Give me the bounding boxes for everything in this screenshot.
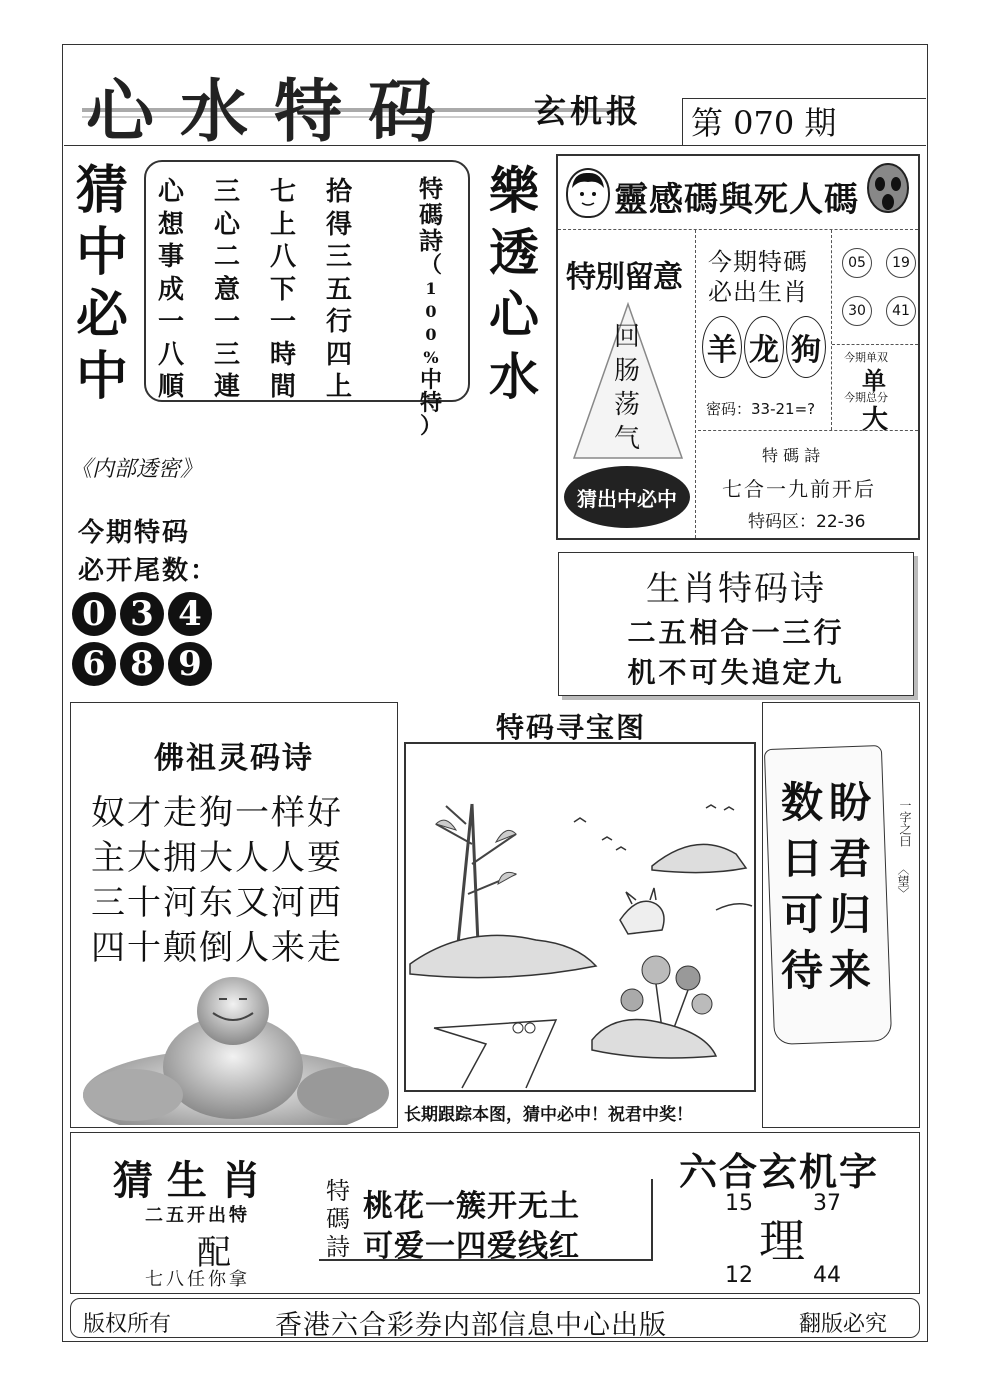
skull-icon	[864, 162, 912, 222]
poem-char: 間	[270, 372, 297, 402]
scroll-col-right	[825, 775, 875, 999]
total-label: 今期总分	[844, 391, 888, 404]
code-hint: 密码：33-21=?	[706, 400, 816, 418]
bottom-poem-box	[319, 1177, 653, 1264]
poem-char: 三	[214, 177, 241, 207]
lhc-num: 44	[813, 1263, 841, 1288]
bottom-poem-label	[321, 1177, 355, 1261]
poem-char: 五	[326, 274, 353, 305]
treasure-illustration	[406, 744, 754, 1090]
odd-even-value: 单	[862, 366, 886, 395]
bottom-poem-line2: 可爱一四爱线红	[363, 1229, 580, 1264]
buddha-poem-line: 四十颠倒人来走	[91, 928, 343, 968]
tail-ball: 8	[120, 642, 164, 686]
scroll-char: 数	[780, 778, 823, 827]
right-banner	[484, 160, 544, 408]
poem-char: 一	[214, 307, 241, 337]
poem-side-note-char: （	[419, 252, 442, 278]
hint-word: 荡	[613, 390, 640, 420]
odd-even-label: 今期单双	[844, 351, 888, 364]
buddha-poem-line: 奴才走狗一样好	[91, 793, 343, 833]
poem-column	[270, 176, 296, 404]
bottom-section	[70, 1132, 920, 1294]
number-column	[834, 230, 918, 435]
treasure-map	[404, 742, 756, 1092]
poem-column	[214, 176, 240, 404]
inside-line2: 必开尾数：	[78, 556, 219, 586]
inside-title: 《内部透密》	[70, 457, 203, 482]
hint-words	[607, 320, 647, 456]
poem-side-title-char: 特	[419, 174, 443, 203]
must-line2: 必出生肖	[708, 278, 808, 306]
special-attention: 特別留意	[566, 260, 682, 295]
poem-side-note-char: %	[423, 348, 439, 367]
poem-char: 三	[214, 339, 241, 370]
poem-char: 想	[158, 209, 185, 240]
left-banner-char: 中	[75, 346, 128, 407]
zodiac-poem-line2: 机不可失追定九	[627, 656, 845, 689]
inside-line1: 今期特码	[78, 518, 191, 548]
number-ball: 05	[842, 248, 872, 278]
must-column	[698, 230, 832, 430]
left-banner-char: 猜	[75, 160, 128, 221]
scroll-section	[762, 702, 920, 1128]
left-banner	[72, 160, 132, 408]
lhc-num: 37	[813, 1191, 841, 1216]
left-banner-char: 中	[75, 222, 128, 283]
treasure-title: 特码寻宝图	[496, 711, 647, 744]
poem-char: 二	[214, 242, 241, 272]
char-hint: 一字之曰	[898, 799, 912, 847]
poem-side	[406, 176, 456, 438]
poem-char: 時	[270, 339, 297, 370]
buddha-poem-line: 主大拥大人人要	[91, 838, 343, 878]
poem-char: 事	[158, 242, 185, 272]
buddha-section	[70, 702, 398, 1128]
total-value: 大	[862, 405, 889, 435]
right-banner-char: 樂	[489, 161, 539, 220]
char-answer: 〈望〉	[896, 863, 910, 899]
tail-ball: 3	[120, 592, 164, 636]
poem-char: 一	[158, 307, 185, 337]
poem-char: 四	[326, 339, 353, 370]
panel-poem-line: 七合一九前开后	[722, 477, 876, 501]
poem-char: 八	[270, 242, 297, 272]
buddha-poem-title: 佛祖灵码诗	[154, 741, 314, 776]
zodiac-ball: 羊	[702, 316, 742, 378]
zodiac-poem-title: 生肖特码诗	[646, 569, 826, 609]
scroll-char: 归	[828, 890, 871, 939]
poem-char: 三	[326, 242, 353, 272]
page-title: 心水特码	[86, 72, 463, 152]
scroll-char: 待	[780, 946, 823, 995]
lhc-num: 12	[725, 1263, 753, 1288]
zodiac-ball: 狗	[786, 316, 826, 378]
poem-char: 拾	[326, 177, 353, 207]
tail-ball: 9	[168, 642, 212, 686]
zodiac-row	[702, 316, 826, 378]
ghost-panel	[556, 154, 920, 540]
ghost-header	[558, 156, 918, 230]
scroll-char: 来	[828, 946, 871, 995]
footer-left: 版权所有	[83, 1312, 172, 1337]
zodiac-ball: 龙	[744, 316, 784, 378]
poem-side-note-char: 0	[425, 325, 437, 344]
guess-pei: 配	[197, 1233, 231, 1273]
footer	[70, 1298, 920, 1341]
lhc-char: 理	[759, 1214, 805, 1268]
right-banner-char: 水	[489, 347, 539, 406]
buddha-poem-lines	[91, 791, 343, 971]
scroll-char: 盼	[828, 778, 871, 827]
scroll-char: 可	[780, 890, 823, 939]
special-column	[558, 230, 696, 538]
poem-char: 心	[214, 209, 241, 240]
poem-grid-box	[144, 160, 470, 439]
poem-side-note-char: ）	[419, 413, 442, 439]
scroll-char: 日	[780, 834, 823, 883]
poem-column	[326, 176, 352, 404]
poem-char: 心	[158, 177, 185, 207]
lhc-num: 15	[725, 1191, 753, 1216]
number-ball: 30	[842, 296, 872, 326]
buddha-figure	[73, 975, 395, 1125]
header	[64, 46, 926, 152]
face-icon	[566, 168, 610, 218]
number-balls	[842, 248, 916, 326]
bottom-poem-line1: 桃花一簇开无土	[363, 1189, 580, 1224]
zodiac-poem-box	[558, 552, 914, 696]
right-banner-char: 透	[489, 223, 539, 282]
right-banner-char: 心	[489, 285, 539, 344]
poem-grid-columns	[158, 176, 352, 404]
bottom-poem-label-char: 碼	[326, 1205, 350, 1233]
poem-char: 意	[214, 274, 241, 305]
poem-column	[158, 176, 184, 404]
poem-char: 順	[158, 372, 185, 402]
tail-ball: 6	[72, 642, 116, 686]
poem-char: 成	[158, 274, 185, 305]
ghost-title: 靈感碼與死人碼	[614, 180, 859, 220]
poem-char: 上	[326, 372, 353, 402]
must-line1: 今期特碼	[708, 248, 808, 276]
poem-char: 上	[270, 209, 297, 240]
buddha-poem-line: 三十河东又河西	[91, 883, 343, 923]
panel-zone: 特码区：22-36	[748, 512, 866, 532]
scroll-char: 君	[828, 834, 871, 883]
poem-char: 連	[214, 372, 241, 402]
poem-char: 八	[158, 339, 185, 370]
tail-balls	[72, 592, 212, 686]
poem-side-title-char: 碼	[419, 200, 443, 229]
poem-side-note-char: 特	[419, 390, 442, 416]
guess-line1: 二五开出特	[145, 1205, 250, 1226]
poem-side-note-char: 0	[425, 302, 437, 321]
odd-even-box	[832, 344, 918, 435]
left-banner-char: 必	[75, 284, 128, 345]
footer-center: 香港六合彩券内部信息中心出版	[275, 1310, 667, 1341]
guess-title: 猜 生 肖	[113, 1157, 261, 1204]
treasure-caption: 长期跟踪本图，猜中必中！祝君中奖！	[404, 1105, 693, 1125]
poem-char: 一	[270, 307, 297, 337]
poem-char: 行	[326, 307, 353, 337]
poem-char: 下	[270, 274, 297, 305]
tail-ball: 4	[168, 592, 212, 636]
lhc-title: 六合玄机字	[679, 1149, 880, 1194]
poem-char: 七	[270, 177, 297, 207]
hint-word: 肠	[613, 356, 640, 386]
tail-ball: 0	[72, 592, 116, 636]
poem-side-title-char: 詩	[419, 226, 443, 255]
page-subtitle: 玄机报	[534, 92, 643, 130]
poem-side-title	[419, 176, 443, 254]
scroll-col-left	[777, 775, 827, 999]
guess-badge: 猜出中必中	[564, 466, 690, 528]
panel-poem	[698, 430, 918, 538]
bottom-poem-label-char: 特	[326, 1177, 350, 1205]
bottom-poem-label-char: 詩	[326, 1233, 350, 1261]
number-ball: 19	[886, 248, 916, 278]
poem-side-note	[420, 254, 442, 438]
issue-number: 第 070 期	[682, 98, 926, 146]
zodiac-poem-line1: 二五相合一三行	[627, 616, 845, 649]
hint-word: 回	[613, 322, 640, 352]
guess-line3: 七八任你拿	[145, 1269, 250, 1290]
footer-right: 翻版必究	[799, 1312, 888, 1337]
hint-word: 气	[613, 424, 640, 454]
panel-poem-title: 特 碼 詩	[762, 446, 821, 465]
poem-char: 得	[326, 209, 353, 240]
poem-side-note-char: 中	[419, 367, 442, 393]
number-ball: 41	[886, 296, 916, 326]
poem-side-note-char: 1	[425, 279, 437, 298]
